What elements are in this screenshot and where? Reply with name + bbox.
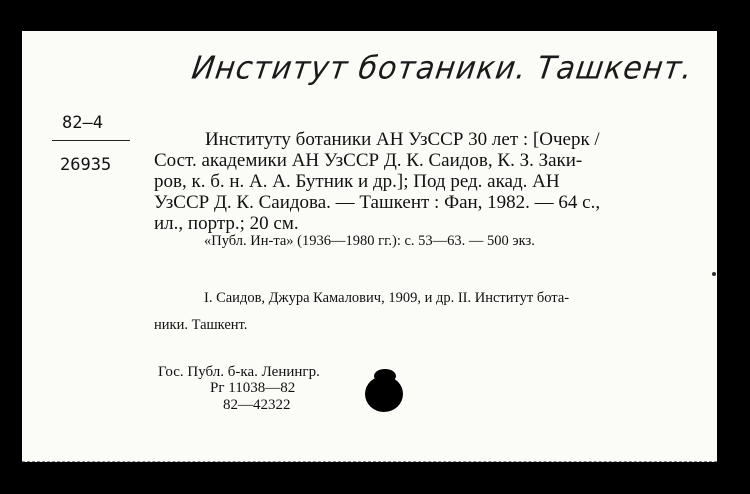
main-text-line: Институту ботаники АН УзССР 30 лет : [Очерк / bbox=[205, 129, 600, 150]
ink-blot bbox=[374, 369, 396, 383]
tracing-line: ники. Ташкент. bbox=[154, 317, 248, 333]
main-text-line: Сост. академики АН УзССР Д. К. Саидов, К. З. Заки- bbox=[154, 150, 583, 171]
class-number: 82—4 bbox=[62, 113, 103, 133]
library-line: 82—42322 bbox=[223, 397, 291, 413]
number-divider bbox=[52, 140, 130, 141]
library-line: Рг 11038—82 bbox=[210, 380, 296, 396]
catalog-card bbox=[22, 31, 717, 462]
tracing-line: I. Саидов, Джура Камалович, 1909, и др. II. Институт бота- bbox=[204, 290, 570, 306]
main-text-line: ров, к. б. н. А. А. Бутник и др.]; Под ред. акад. АН bbox=[154, 171, 560, 192]
main-text-line: УзССР Д. К. Саидова. — Ташкент : Фан, 1982. — 64 с., bbox=[154, 192, 601, 213]
handwritten-heading: Институт ботаники. Ташкент. bbox=[189, 50, 696, 87]
accession-number: 26935 bbox=[60, 155, 112, 175]
library-line: Гос. Публ. б-ка. Ленингр. bbox=[158, 364, 320, 380]
bibliographic-note: «Публ. Ин-та» (1936—1980 гг.): с. 53—63. — 500 экз. bbox=[204, 233, 535, 249]
main-text-line: ил., портр.; 20 см. bbox=[154, 213, 299, 234]
ink-speck bbox=[712, 272, 716, 276]
